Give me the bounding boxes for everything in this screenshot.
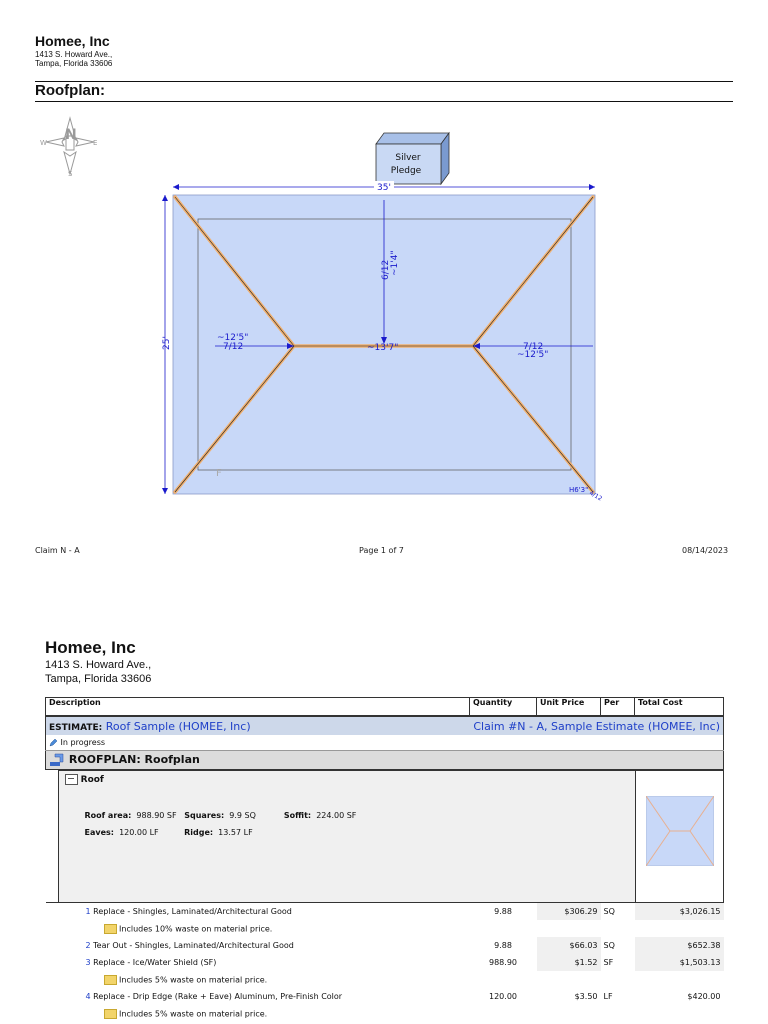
company-name-2: Homee, Inc [45, 638, 136, 657]
item-description: Replace - Shingles, Laminated/Architectural Good [93, 907, 292, 916]
pitch-left: 7/12 [223, 342, 244, 352]
len-top: ~1'4" [390, 250, 400, 276]
item-number[interactable]: 2 [85, 941, 91, 950]
len-left: ~12'5" [217, 333, 249, 343]
status-text: In progress [60, 738, 106, 747]
item-total: $1,503.13 [635, 954, 724, 971]
claim-reference[interactable]: Claim #N - A, Sample Estimate (HOMEE, Inc) [470, 716, 724, 735]
note-icon [104, 1009, 117, 1019]
col-quantity: Quantity [470, 698, 537, 717]
roof-label: Roof [80, 775, 104, 785]
item-number[interactable]: 3 [85, 958, 91, 967]
roofplan-row [46, 751, 724, 770]
compass-s: S [68, 170, 73, 178]
roofplan-drawing [155, 128, 615, 508]
soffit-value: 224.00 SF [316, 811, 357, 820]
box-label-1: Silver [395, 153, 421, 163]
footer-date: 08/14/2023 [682, 546, 729, 555]
roof-area-value: 988.90 SF [136, 811, 177, 820]
company-address2-line2: Tampa, Florida 33606 [45, 673, 152, 685]
roof-thumbnail [646, 796, 714, 866]
item-note: Includes 5% waste on material price. [119, 1009, 268, 1018]
item-unit-price: $1.52 [537, 954, 601, 971]
item-per: LF [603, 992, 613, 1001]
company-name: Homee, Inc [35, 33, 110, 49]
item-unit-price: $3.50 [574, 992, 598, 1001]
note-row-1 [46, 920, 724, 937]
item-description: Tear Out - Shingles, Laminated/Architectural Good [93, 941, 294, 950]
item-number[interactable]: 1 [85, 907, 91, 916]
estimate-row [46, 716, 724, 735]
line-item-2 [46, 937, 724, 954]
roofplan-label: ROOFPLAN: Roofplan [68, 753, 200, 766]
roofplan-icon [49, 753, 65, 767]
note-icon [104, 975, 117, 985]
item-note: Includes 10% waste on material price. [119, 924, 273, 933]
col-per: Per [601, 698, 635, 717]
len-right: ~12'5" [517, 350, 549, 360]
estimate-name[interactable]: Roof Sample (HOMEE, Inc) [105, 719, 251, 733]
compass-n: N [65, 127, 77, 143]
pencil-icon [49, 738, 58, 747]
item-number[interactable]: 4 [85, 992, 91, 1001]
corner-pitch: 4/12 [588, 489, 604, 503]
note-row-3 [46, 971, 724, 988]
item-unit-price: $306.29 [537, 903, 601, 921]
item-note: Includes 5% waste on material price. [119, 975, 268, 984]
small-mark: F [216, 468, 222, 479]
eaves-label: Eaves: [84, 828, 114, 837]
col-description: Description [46, 698, 470, 717]
squares-value: 9.9 SQ [229, 811, 256, 820]
line-item-1 [46, 903, 724, 921]
item-total: $652.38 [635, 937, 724, 954]
compass-icon [38, 114, 102, 178]
section-title: Roofplan: [35, 82, 105, 99]
note-icon [104, 924, 117, 934]
silver-pledge-box [376, 133, 449, 184]
item-total: $420.00 [687, 992, 721, 1001]
company-address-line2: Tampa, Florida 33606 [35, 59, 113, 68]
note-row-4 [46, 1005, 724, 1022]
item-quantity: 988.90 [489, 958, 517, 967]
box-label-2: Pledge [390, 166, 422, 176]
compass-e: E [93, 139, 98, 147]
company-address2-line1: 1413 S. Howard Ave., [45, 659, 152, 671]
line-item-3 [46, 954, 724, 971]
item-quantity: 120.00 [489, 992, 517, 1001]
estimate-table [45, 697, 724, 1022]
item-per: SQ [603, 907, 615, 916]
compass-w: W [40, 139, 47, 147]
ridge-value: 13.57 LF [218, 828, 253, 837]
table-header [46, 698, 724, 717]
item-description: Replace - Ice/Water Shield (SF) [93, 958, 217, 967]
ridge-label: Ridge: [184, 828, 214, 837]
company-address-line1: 1413 S. Howard Ave., [35, 50, 113, 59]
roof-icon [65, 774, 78, 785]
dim-height: 25' [162, 336, 172, 350]
title-divider [35, 101, 733, 102]
soffit-label: Soffit: [283, 811, 312, 820]
eaves-value: 120.00 LF [119, 828, 159, 837]
item-per: SF [603, 958, 614, 967]
roof-section [46, 770, 724, 903]
footer-claim: Claim N - A [35, 546, 80, 555]
estimate-label: ESTIMATE: [49, 722, 103, 733]
status-row [46, 735, 724, 751]
item-total: $3,026.15 [635, 903, 724, 921]
dim-width: 35' [377, 183, 391, 193]
ridge-length: ~13'7" [367, 343, 399, 353]
item-unit-price: $66.03 [537, 937, 601, 954]
item-quantity: 9.88 [494, 941, 512, 950]
pitch-top: 6/12 [381, 259, 391, 280]
col-unit-price: Unit Price [537, 698, 601, 717]
item-per: SQ [603, 941, 615, 950]
line-item-4 [46, 988, 724, 1005]
col-total-cost: Total Cost [635, 698, 724, 717]
pitch-right: 7/12 [523, 342, 544, 352]
header-divider [35, 81, 733, 82]
item-description: Replace - Drip Edge (Rake + Eave) Aluminum, Pre-Finish Color [93, 992, 343, 1001]
roof-area-label: Roof area: [84, 811, 132, 820]
corner-label: H6'3" [569, 486, 589, 494]
footer-page: Page 1 of 7 [359, 546, 404, 555]
item-quantity: 9.88 [494, 907, 512, 916]
squares-label: Squares: [184, 811, 225, 820]
